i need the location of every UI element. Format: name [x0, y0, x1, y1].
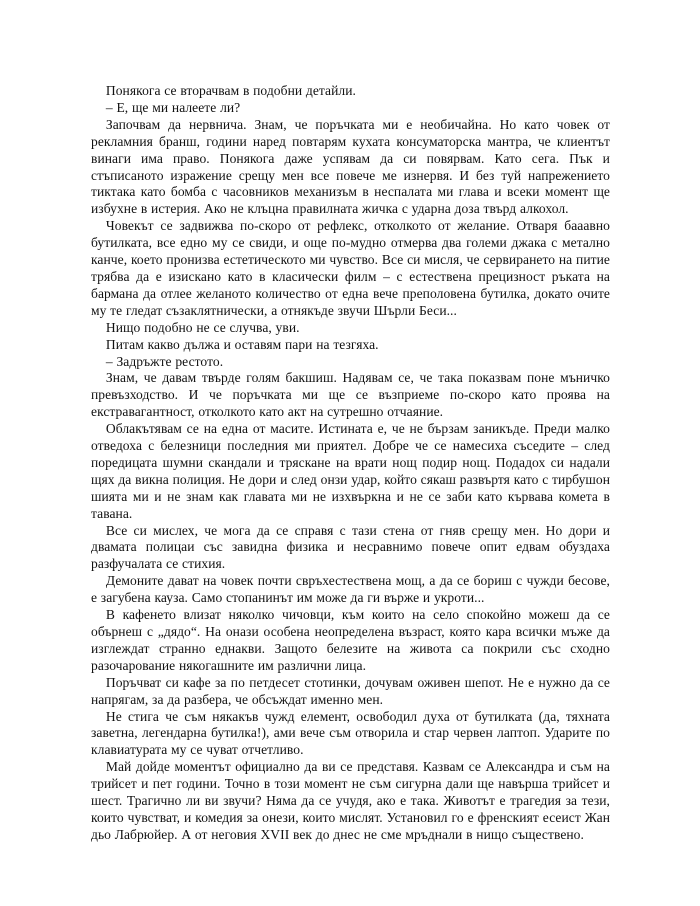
- paragraph: Все си мислех, че мога да се справя с тази стена от гняв срещу мен. Но дори и двамата полицаи със завидна физика и несравнимо повече опит едвам обуздаха разфучалата се стихия.: [91, 522, 610, 572]
- paragraph: – Задръжте рестото.: [105, 353, 224, 369]
- paragraph: Започвам да нервнича. Знам, че поръчката ми е необичайна. Но като човек от рекламния бранш, години наред повтарям кухата консуматорска мантра, че клиентът винаги има право. Понякога даже успявам да си повярвам. Като сега. Пък и стъписаното изражение срещу мен все повече ме изнервя. И без туй напрежението тиктака като бомба с часовников механизъм в неспалата ми глава и всеки момент ще избухне в истерия. Ако не клъцна правилната жичка с ударна доза твърд алкохол.: [91, 116, 610, 217]
- paragraph: – Е, ще ми налеете ли?: [105, 99, 241, 115]
- paragraph: Поръчват си кафе за по петдесет стотинки, дочувам оживен шепот. Не е нужно да се напрягам, за да разбера, че обсъждат именно мен.: [91, 674, 610, 707]
- document-page: [91, 83, 610, 844]
- paragraph: Не стига че съм някакъв чужд елемент, освободил духа от бутилката (да, тяхната заветна, легендарна бутилка!), ами вече съм отворила и стар червен лаптоп. Ударите по клавиатурата му се чуват отчетливо.: [91, 708, 610, 758]
- paragraph: Знам, че давам твърде голям бакшиш. Надявам се, че така показвам поне мъничко превъзходство. И че поръчката ми ще се възприеме по-скоро като проява на екстравагантност, отколкото като акт на сутрешно отчаяние.: [91, 370, 610, 420]
- paragraph: Понякога се вторачвам в подобни детайли.: [105, 83, 356, 98]
- paragraph: Май дойде моментът официално да ви се представя. Казвам се Александра и съм на трийсет и пет години. Точно в този момент не съм сигурна дали ще навърша трийсет и шест. Трагично ли ви звучи? Няма да се учудя, ако е така. Животът е трагедия за тези, които чувстват, и комедия за онези, които мислят. Установил го е френският есеист Жан дьо Лабрюйер. А от неговия XVII век до днес не сме мръднали в нищо съществено.: [91, 759, 610, 842]
- paragraph: В кафенето влизат няколко чичовци, към които на село спокойно можеш да се обърнеш с „дядо“. На онази особена неопределена възраст, която кара всички мъже да изглеждат странно еднакви. Защото белезите на живота са покрили със сходно разочарование някогашните им различни лица.: [91, 607, 610, 673]
- paragraph: Човекът се задвижва по-скоро от рефлекс, отколкото от желание. Отваря бааавно бутилката, все едно му се свиди, и още по-мудно отмерва два големи джака с метално канче, което пронизва естетическото ми чувство. Все си мисля, че сервирането на питие трябва да е изискано като в класически филм – с естествена прецизност ръката на бармана да отлее желаното количество от една вече преполовена бутилка, докато очите му те гледат съзаклятнически, а отнякъде звучи Шърли Беси...: [91, 218, 610, 318]
- paragraph: Облакътявам се на една от масите. Истината е, че не бързам заникъде. Преди малко отведоха с белезници последния ми приятел. Добре че се намесиха съседите – след поредицата шумни скандали и тряскане на врати нощ подир нощ. Подадох си надали щях да викна полиция. Не дори и след онзи удар, който сякаш развъртя като с тирбушон шията ми и не знам как главата ми не изхвъркна и не се заби като кървава комета в тавана.: [91, 421, 610, 521]
- paragraph: Демоните дават на човек почти свръхестествена мощ, а да се бориш с чужди бесове, е загубена кауза. Само стопанинът им може да ги върже и укроти...: [91, 573, 610, 606]
- paragraph: Нищо подобно не се случва, уви.: [105, 319, 300, 335]
- paragraph: Питам какво дължа и оставям пари на тезгяха.: [105, 336, 379, 352]
